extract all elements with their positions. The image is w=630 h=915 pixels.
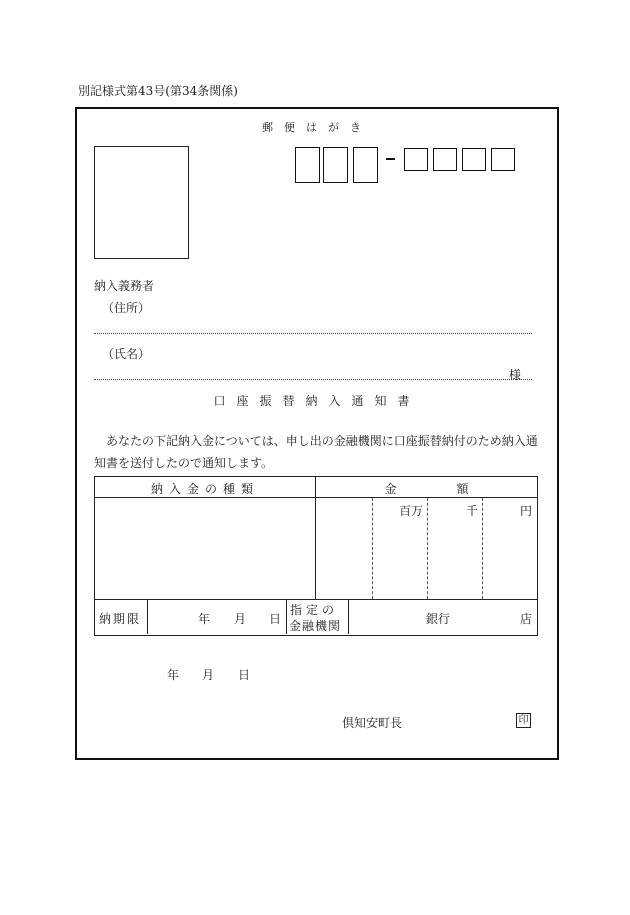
form-reference: 別記様式第43号(第34条関係) <box>78 84 238 98</box>
footer-month-unit: 月 <box>202 668 215 682</box>
footer-day-unit: 日 <box>238 668 251 682</box>
bank-label-line1: 指定の <box>290 603 339 617</box>
notice-title: 口座振替納入通知書 <box>213 394 421 408</box>
stamp-area <box>94 146 189 259</box>
name-label: （氏名） <box>102 347 151 361</box>
due-day-unit: 日 <box>269 612 282 626</box>
payer-label: 納入義務者 <box>94 279 155 293</box>
notice-body: あなたの下記納入金については、申し出の金融機関に口座振替納付のため納入通知書を送付したので通知します。 <box>94 434 538 470</box>
branch-suffix: 店 <box>520 612 533 626</box>
table-bottom-rule <box>95 599 537 600</box>
name-line[interactable] <box>94 379 532 380</box>
bank-label-divider <box>348 599 349 634</box>
zip-box-3[interactable] <box>353 147 378 183</box>
unit-yen: 円 <box>520 504 533 518</box>
issuer-name: 倶知安町長 <box>342 716 403 730</box>
address-line[interactable] <box>94 333 532 334</box>
zip-box-5[interactable] <box>433 148 457 171</box>
honorific: 様 <box>509 368 522 382</box>
due-year-unit: 年 <box>198 612 211 626</box>
zip-box-1[interactable] <box>295 147 320 183</box>
due-value-divider <box>286 599 287 634</box>
unit-million: 百万 <box>399 504 424 518</box>
zip-box-2[interactable] <box>323 147 348 183</box>
postcard-title: 郵便はがき <box>262 121 372 134</box>
due-label-divider <box>147 599 148 634</box>
due-month-unit: 月 <box>234 612 247 626</box>
payment-type-field[interactable] <box>95 498 315 599</box>
unit-thousand: 千 <box>466 504 479 518</box>
seal-mark: 印 <box>516 713 531 728</box>
bank-suffix: 銀行 <box>426 612 451 626</box>
postcard-frame <box>75 107 559 760</box>
amount-header: 金 額 <box>384 482 469 496</box>
amount-field[interactable] <box>316 517 537 599</box>
zip-box-6[interactable] <box>462 148 486 171</box>
zip-box-7[interactable] <box>491 148 515 171</box>
type-header: 納入金の種類 <box>150 482 259 496</box>
footer-year-unit: 年 <box>167 668 180 682</box>
payment-table <box>94 476 538 636</box>
zip-box-4[interactable] <box>404 148 428 171</box>
zip-separator <box>386 158 395 160</box>
bank-label-line2: 金融機関 <box>289 619 342 633</box>
address-label: （住所） <box>102 301 151 315</box>
due-label: 納期限 <box>99 612 142 626</box>
